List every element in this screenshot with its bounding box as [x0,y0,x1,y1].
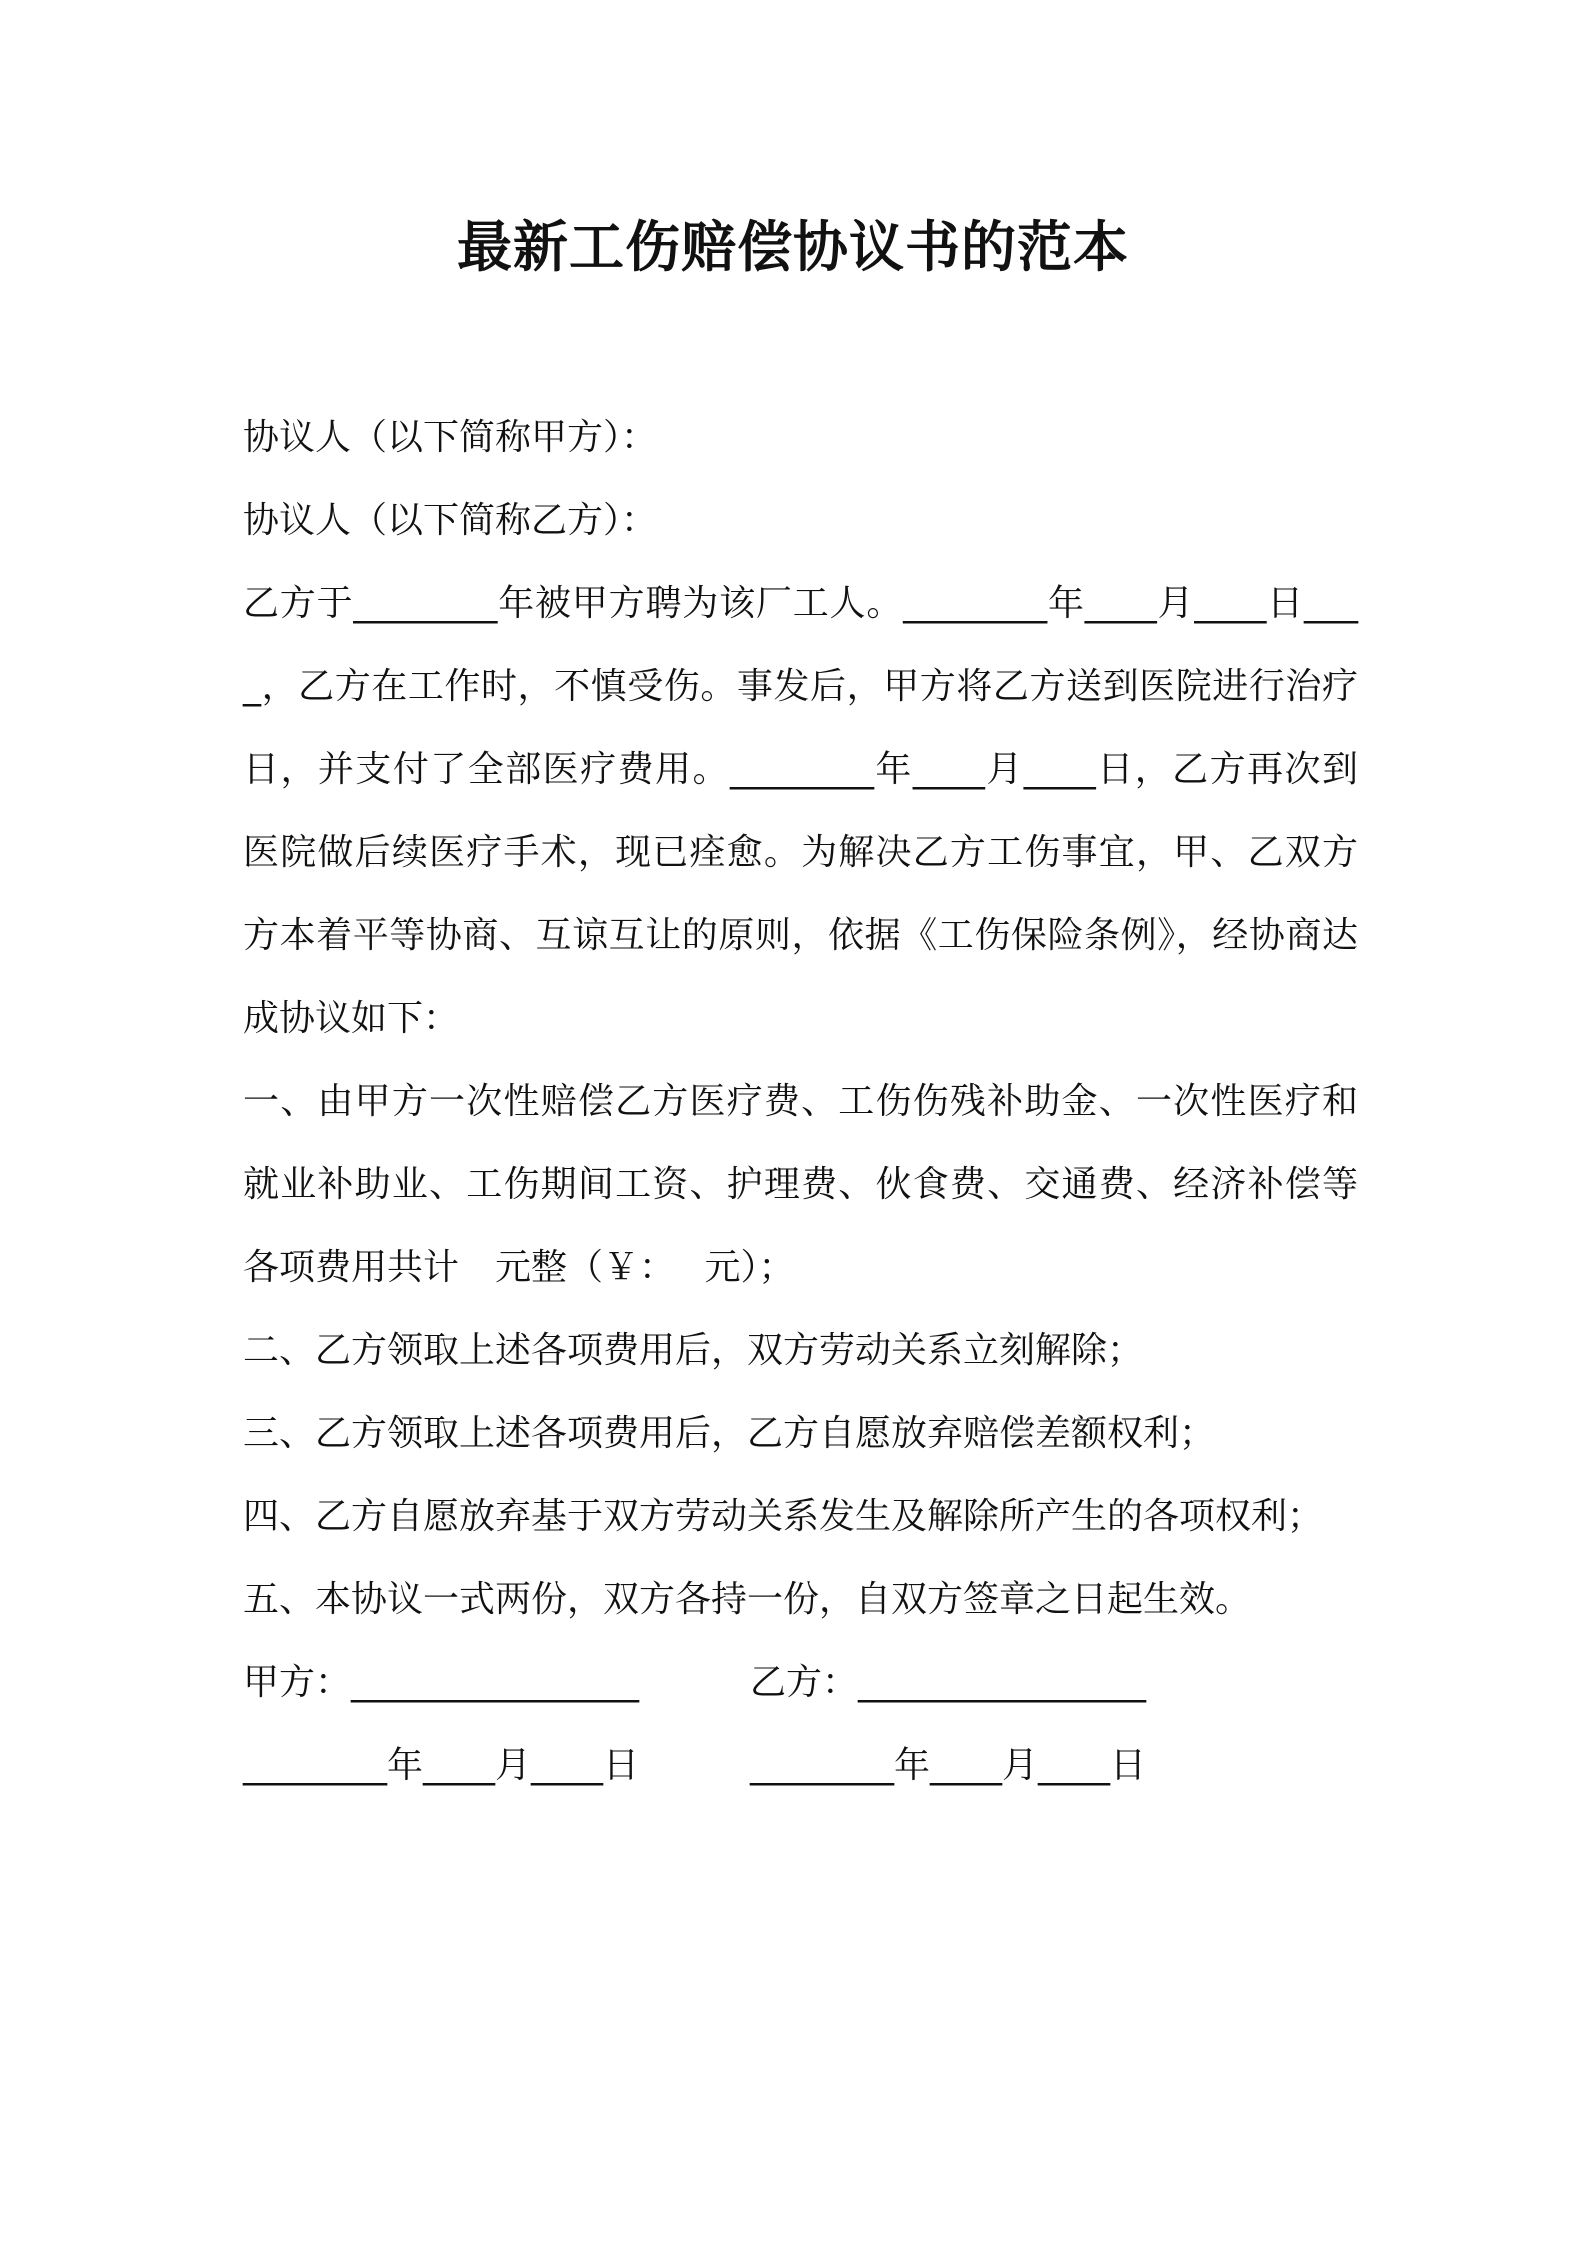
party-b-date: ________年____月____日 [750,1745,1146,1786]
party-a-signature: 甲方：________________ [243,1662,640,1703]
clause-1: 一、由甲方一次性赔偿乙方医疗费、工伤伤残补助金、一次性医疗和就业补助业、工伤期间工资、护理费、伙食费、交通费、经济补偿等各项费用共计 元整（￥： 元）； [243,1081,1358,1288]
signature-row [243,1641,1358,1724]
intro-paragraph: 乙方于________年被甲方聘为该厂工人。________年____月____日____，乙方在工作时，不慎受伤。事发后，甲方将乙方送到医院进行治疗日，并支付了全部医疗费用。________年____月____日，乙方再次到医院做后续医疗手术，现已痊愈。为解决乙方工伤事宜，甲、乙双方方本着平等协商、互谅互让的原则，依据《工伤保险条例》，经协商达成协议如下： [243,583,1358,1039]
document-title: 最新工伤赔偿协议书的范本 [456,215,1129,279]
clause-4: 四、乙方自愿放弃基于双方劳动关系发生及解除所产生的各项权利； [243,1496,1324,1537]
party-a-line: 协议人（以下简称甲方）： [243,417,658,458]
party-a-date: ________年____月____日 [243,1745,639,1786]
party-b-signature: 乙方：________________ [750,1662,1147,1703]
party-b-line: 协议人（以下简称乙方）： [243,500,658,541]
document-body [243,396,1358,1807]
clause-2: 二、乙方领取上述各项费用后，双方劳动关系立刻解除； [243,1330,1144,1371]
date-row [243,1724,1358,1807]
clause-3: 三、乙方领取上述各项费用后，乙方自愿放弃赔偿差额权利； [243,1413,1216,1454]
clause-5: 五、本协议一式两份，双方各持一份，自双方签章之日起生效。 [243,1579,1252,1620]
